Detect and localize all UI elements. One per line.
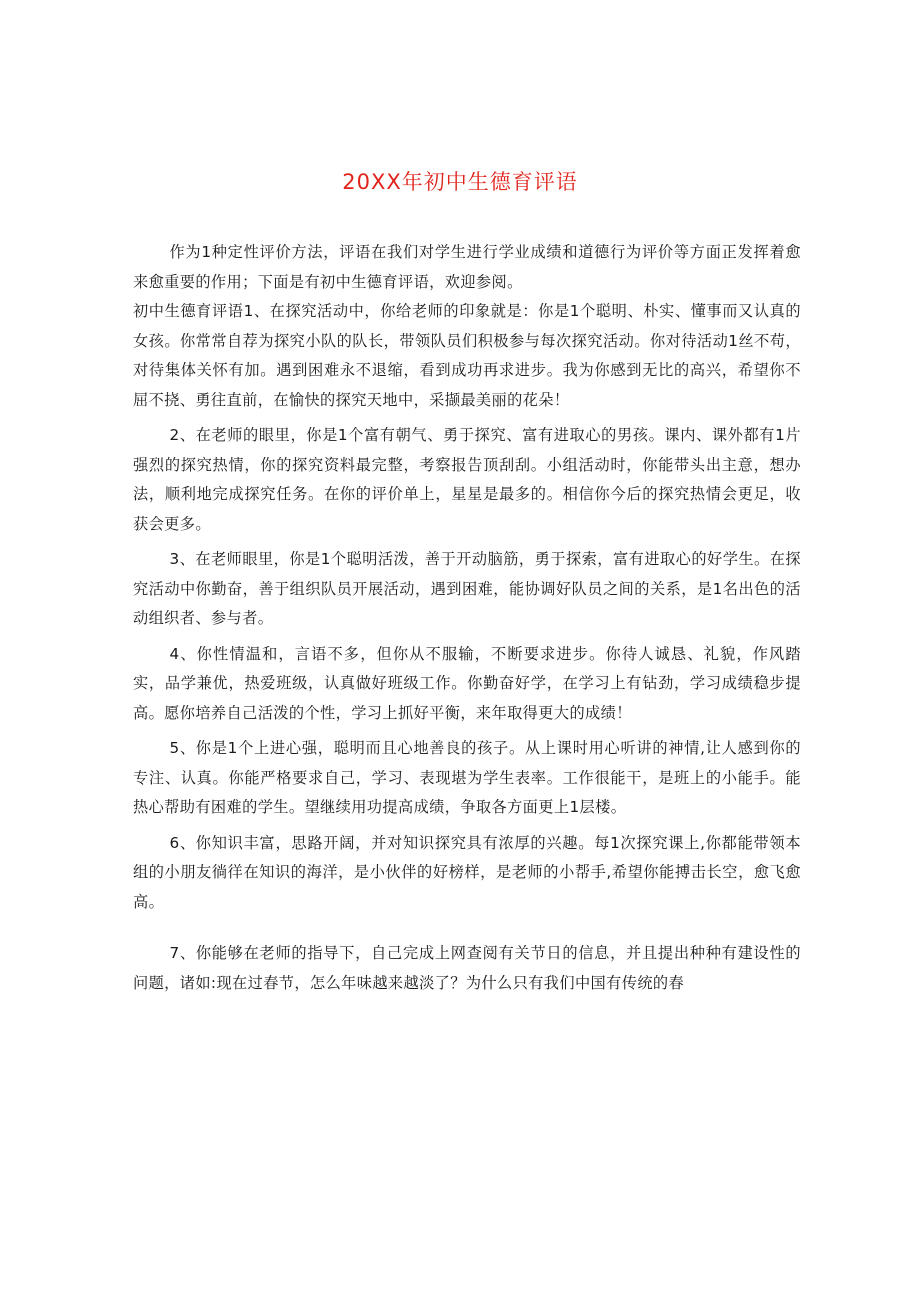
paragraph-comment-6: 6、你知识丰富，思路开阔，并对知识探究具有浓厚的兴趣。每1次探究课上,你都能带领本组的小朋友徜徉在知识的海洋，是小伙伴的好榜样，是老师的小帮手,希望你能搏击长空，愈飞愈高。 xyxy=(133,833,801,911)
document-title: 20XX年初中生德育评语 xyxy=(342,170,578,194)
document-body xyxy=(133,238,801,1004)
paragraph-intro: 作为1种定性评价方法，评语在我们对学生进行学业成绩和道德行为评价等方面正发挥着愈来愈重要的作用；下面是有初中生德育评语，欢迎参阅。 xyxy=(133,243,801,291)
paragraph-comment-5: 5、你是1个上进心强，聪明而且心地善良的孩子。从上课时用心听讲的神情,让人感到你的专注、认真。你能严格要求自己，学习、表现堪为学生表率。工作很能干，是班上的小能手。能热心帮助有困难的学生。望继续用功提高成绩，争取各方面更上1层楼。 xyxy=(133,739,801,816)
paragraph-comment-7: 7、你能够在老师的指导下，自己完成上网查阅有关节日的信息，并且提出种种有建设性的问题，诸如:现在过春节，怎么年味越来越淡了？为什么只有我们中国有传统的春 xyxy=(133,944,801,992)
paragraph-comment-4: 4、你性情温和，言语不多，但你从不服输，不断要求进步。你待人诚恳、礼貌，作风踏实，品学兼优，热爱班级，认真做好班级工作。你勤奋好学，在学习上有钻劲，学习成绩稳步提高。愿你培养自己活泼的个性，学习上抓好平衡，来年取得更大的成绩！ xyxy=(133,644,801,722)
paragraph-comment-1: 初中生德育评语1、在探究活动中，你给老师的印象就是：你是1个聪明、朴实、懂事而又认真的女孩。你常常自荐为探究小队的队长，带领队员们积极参与每次探究活动。你对待活动1丝不苟，对待集体关怀有加。遇到困难永不退缩，看到成功再求进步。我为你感到无比的高兴，希望你不屈不挠、勇往直前，在愉快的探究天地中，采撷最美丽的花朵！ xyxy=(133,302,801,409)
paragraph-comment-2: 2、在老师的眼里，你是1个富有朝气、勇于探究、富有进取心的男孩。课内、课外都有1片强烈的探究热情，你的探究资料最完整，考察报告顶刮刮。小组活动时，你能带头出主意，想办法，顺利地完成探究任务。在你的评价单上，星星是最多的。相信你今后的探究热情会更足，收获会更多。 xyxy=(133,426,801,533)
paragraph-comment-3: 3、在老师眼里，你是1个聪明活泼，善于开动脑筋，勇于探索，富有进取心的好学生。在探究活动中你勤奋，善于组织队员开展活动，遇到困难，能协调好队员之间的关系，是1名出色的活动组织者、参与者。 xyxy=(133,550,801,627)
